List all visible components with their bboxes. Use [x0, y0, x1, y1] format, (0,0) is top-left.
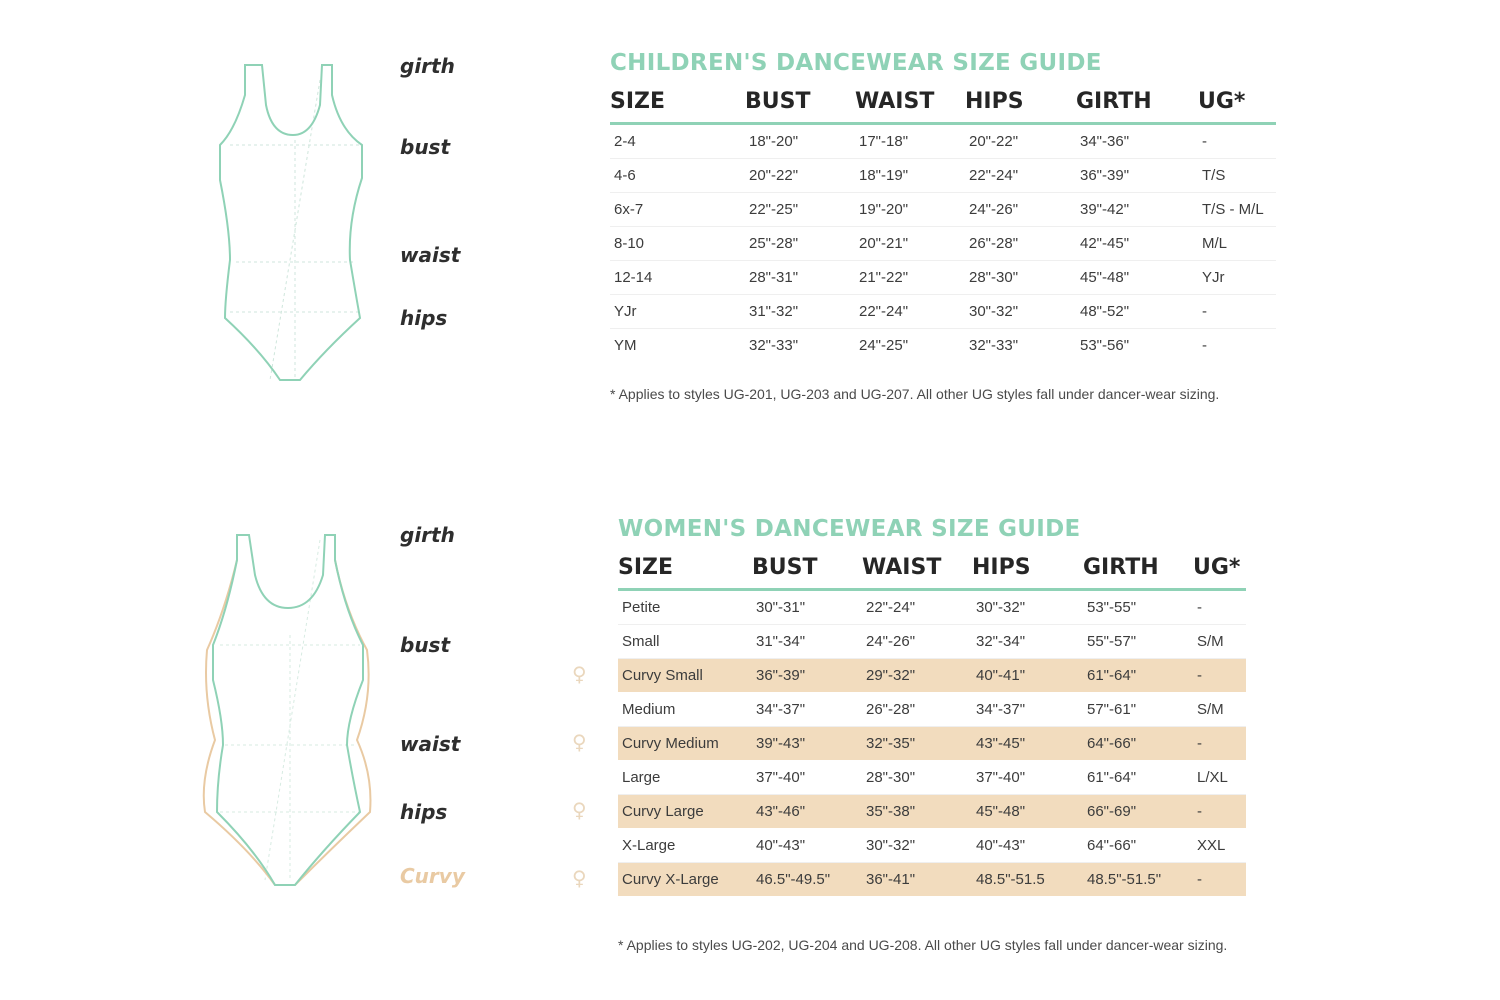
- table-cell: -: [1193, 863, 1246, 897]
- women-section: [0, 470, 1500, 1000]
- table-cell: Petite: [618, 590, 752, 625]
- table-cell: 18"-20": [745, 124, 855, 159]
- table-cell: 20"-22": [965, 124, 1076, 159]
- table-cell: 46.5"-49.5": [752, 863, 862, 897]
- table-cell: 48.5"-51.5: [972, 863, 1083, 897]
- table-cell: 35"-38": [862, 795, 972, 829]
- table-cell: -: [1202, 337, 1207, 354]
- table-cell: 53"-55": [1083, 590, 1193, 625]
- table-cell: L/XL: [1193, 761, 1246, 795]
- curvy-size-row: [618, 795, 1246, 829]
- table-cell: 48"-52": [1076, 295, 1198, 329]
- table-cell: 40"-41": [972, 659, 1083, 693]
- table-cell: 36"-39": [752, 659, 862, 693]
- table-cell: Curvy Medium: [618, 727, 752, 761]
- table-cell: Curvy Small: [618, 659, 752, 693]
- table-cell: YJr: [610, 295, 745, 329]
- table-cell: 26"-28": [965, 227, 1076, 261]
- table-cell: 34"-37": [972, 693, 1083, 727]
- column-header: UG*: [1198, 86, 1276, 124]
- table-cell: 30"-32": [972, 590, 1083, 625]
- curvy-label: Curvy: [400, 864, 465, 888]
- table-cell: 39"-42": [1076, 193, 1198, 227]
- column-header: HIPS: [965, 86, 1076, 124]
- table-cell: 37"-40": [752, 761, 862, 795]
- table-cell: 20"-22": [745, 159, 855, 193]
- table-cell: S/M: [1193, 693, 1246, 727]
- table-cell: Medium: [618, 693, 752, 727]
- hips-label: hips: [400, 800, 448, 824]
- bust-label: bust: [400, 633, 451, 657]
- table-cell: -: [1198, 295, 1276, 329]
- table-cell: 32"-35": [862, 727, 972, 761]
- column-header: SIZE: [610, 86, 745, 124]
- women-guide-title: WOMEN'S DANCEWEAR SIZE GUIDE: [618, 516, 1081, 542]
- table-cell: 66"-69": [1083, 795, 1193, 829]
- table-cell: 22"-24": [855, 295, 965, 329]
- women-leotard-diagram: [195, 520, 385, 900]
- table-row: [618, 693, 1246, 727]
- table-cell: 40"-43": [752, 829, 862, 863]
- table-cell: 43"-46": [752, 795, 862, 829]
- women-footnote: * Applies to styles UG-202, UG-204 and UG-208. All other UG styles fall under dancer-wear sizing.: [618, 937, 1228, 953]
- table-cell: T/S: [1198, 159, 1276, 193]
- table-cell: 17"-18": [855, 124, 965, 159]
- column-header: BUST: [752, 552, 862, 590]
- curvy-size-row: [618, 727, 1246, 761]
- waist-label: waist: [400, 732, 461, 756]
- table-cell: 20"-21": [855, 227, 965, 261]
- table-cell: 12-14: [610, 261, 745, 295]
- table-cell: 22"-25": [745, 193, 855, 227]
- table-cell: 64"-66": [1083, 727, 1193, 761]
- column-header: GIRTH: [1083, 552, 1193, 590]
- column-header: SIZE: [618, 552, 752, 590]
- table-cell: 24"-26": [965, 193, 1076, 227]
- table-cell: 30"-32": [965, 295, 1076, 329]
- table-row: [610, 227, 1276, 261]
- waist-label: waist: [400, 243, 461, 267]
- table-cell: -: [1193, 795, 1246, 829]
- table-cell: 18"-19": [855, 159, 965, 193]
- table-cell: -: [1198, 124, 1276, 159]
- table-cell: 28"-30": [965, 261, 1076, 295]
- table-cell: 31"-34": [752, 625, 862, 659]
- table-cell: 21"-22": [855, 261, 965, 295]
- curvy-size-row: [618, 659, 1246, 693]
- table-cell: 48.5"-51.5": [1083, 863, 1193, 897]
- table-cell: 28"-30": [862, 761, 972, 795]
- table-cell: 42"-45": [1076, 227, 1198, 261]
- table-cell: 37"-40": [972, 761, 1083, 795]
- table-cell: Small: [618, 625, 752, 659]
- table-row: [610, 124, 1276, 159]
- table-cell: M/L: [1198, 227, 1276, 261]
- table-cell: -: [1193, 590, 1246, 625]
- table-row: [610, 261, 1276, 295]
- table-cell: -: [1193, 727, 1246, 761]
- table-cell: 30"-32": [862, 829, 972, 863]
- column-header: HIPS: [972, 552, 1083, 590]
- table-cell: X-Large: [618, 829, 752, 863]
- table-cell: YM: [614, 337, 637, 354]
- table-row: [618, 625, 1246, 659]
- table-header-row: [610, 86, 1276, 124]
- table-cell: 29"-32": [862, 659, 972, 693]
- table-cell: 45"-48": [1076, 261, 1198, 295]
- column-header: WAIST: [862, 552, 972, 590]
- children-footnote: * Applies to styles UG-201, UG-203 and UG-207. All other UG styles fall under dancer-wear sizing.: [610, 386, 1220, 402]
- women-size-guide: [618, 516, 1246, 896]
- table-cell: 6x-7: [610, 193, 745, 227]
- table-cell: 24"-25": [859, 337, 909, 354]
- table-cell: 24"-26": [862, 625, 972, 659]
- table-cell: 61"-64": [1083, 761, 1193, 795]
- table-cell: 36"-41": [862, 863, 972, 897]
- table-cell: 43"-45": [972, 727, 1083, 761]
- table-cell: Curvy X-Large: [618, 863, 752, 897]
- women-size-table: [618, 552, 1246, 896]
- table-cell: 57"-61": [1083, 693, 1193, 727]
- table-cell: 39"-43": [752, 727, 862, 761]
- hips-label: hips: [400, 306, 448, 330]
- table-cell: 32"-34": [972, 625, 1083, 659]
- curvy-figure-icon: ♀: [572, 797, 587, 822]
- table-cell: 45"-48": [972, 795, 1083, 829]
- table-cell: 32"-33": [969, 337, 1019, 354]
- column-header: UG*: [1193, 552, 1246, 590]
- table-cell: 31"-32": [745, 295, 855, 329]
- curvy-size-row: [618, 863, 1246, 897]
- table-header-row: [618, 552, 1246, 590]
- table-cell: 28"-31": [745, 261, 855, 295]
- table-cell: 8-10: [610, 227, 745, 261]
- table-cell: YJr: [1198, 261, 1276, 295]
- girth-label: girth: [400, 523, 455, 547]
- table-cell: Curvy Large: [618, 795, 752, 829]
- table-cell: T/S - M/L: [1198, 193, 1276, 227]
- table-cell: 55"-57": [1083, 625, 1193, 659]
- children-size-guide: [610, 50, 1276, 362]
- table-cell: XXL: [1193, 829, 1246, 863]
- table-cell: 4-6: [610, 159, 745, 193]
- table-cell: 53"-56": [1080, 337, 1130, 354]
- table-cell: 26"-28": [862, 693, 972, 727]
- table-cell: 2-4: [610, 124, 745, 159]
- table-row: [610, 295, 1276, 329]
- table-cell: 25"-28": [745, 227, 855, 261]
- table-cell: 36"-39": [1076, 159, 1198, 193]
- curvy-figure-icon: ♀: [572, 661, 587, 686]
- bust-label: bust: [400, 135, 451, 159]
- children-size-table: [610, 86, 1276, 362]
- table-cell: -: [1193, 659, 1246, 693]
- table-cell: 34"-36": [1076, 124, 1198, 159]
- children-section: [0, 0, 1500, 470]
- table-row: [610, 159, 1276, 193]
- column-header: GIRTH: [1076, 86, 1198, 124]
- girth-label: girth: [400, 54, 455, 78]
- table-cell: 61"-64": [1083, 659, 1193, 693]
- table-cell: Large: [618, 761, 752, 795]
- children-guide-title: CHILDREN'S DANCEWEAR SIZE GUIDE: [610, 50, 1102, 76]
- table-row: [618, 829, 1246, 863]
- column-header: WAIST: [855, 86, 965, 124]
- table-row: [618, 590, 1246, 625]
- curvy-figure-icon: ♀: [572, 729, 587, 754]
- table-cell: S/M: [1193, 625, 1246, 659]
- table-cell: 32"-33": [749, 337, 799, 354]
- table-cell: 64"-66": [1083, 829, 1193, 863]
- table-cell: 22"-24": [965, 159, 1076, 193]
- table-cell: 19"-20": [855, 193, 965, 227]
- curvy-figure-icon: ♀: [572, 865, 587, 890]
- child-leotard-diagram: [200, 50, 390, 400]
- table-row: [610, 329, 1276, 363]
- table-cell: 40"-43": [972, 829, 1083, 863]
- table-cell: 22"-24": [862, 590, 972, 625]
- table-row: [610, 193, 1276, 227]
- column-header: BUST: [745, 86, 855, 124]
- table-cell: 34"-37": [752, 693, 862, 727]
- table-row: [618, 761, 1246, 795]
- table-cell: 30"-31": [752, 590, 862, 625]
